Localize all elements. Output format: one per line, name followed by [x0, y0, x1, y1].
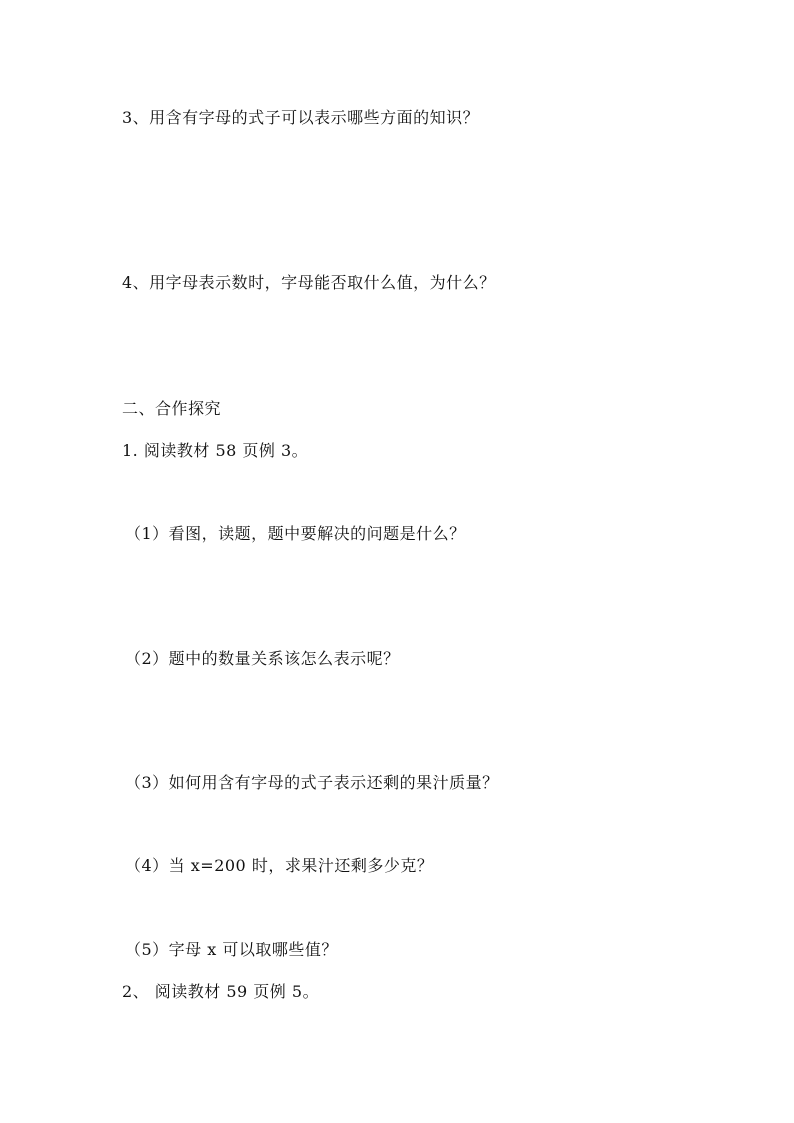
- sub-question-1: （1）看图，读题，题中要解决的问题是什么？: [125, 524, 466, 543]
- section-heading: 二、合作探究: [122, 399, 222, 418]
- question-4: 4、用字母表示数时，字母能否取什么值，为什么？: [122, 273, 496, 292]
- sub-question-2: （2）题中的数量关系该怎么表示呢？: [125, 649, 400, 668]
- task-2: 2、 阅读教材 59 页例 5。: [122, 982, 320, 1001]
- question-3: 3、用含有字母的式子可以表示哪些方面的知识？: [122, 108, 480, 127]
- sub-question-3: （3）如何用含有字母的式子表示还剩的果汁质量？: [125, 773, 499, 792]
- sub-question-4: （4）当 x=200 时，求果汁还剩多少克？: [125, 856, 434, 875]
- sub-question-5: （5）字母 x 可以取哪些值？: [125, 940, 338, 959]
- task-1: 1. 阅读教材 58 页例 3。: [122, 441, 309, 460]
